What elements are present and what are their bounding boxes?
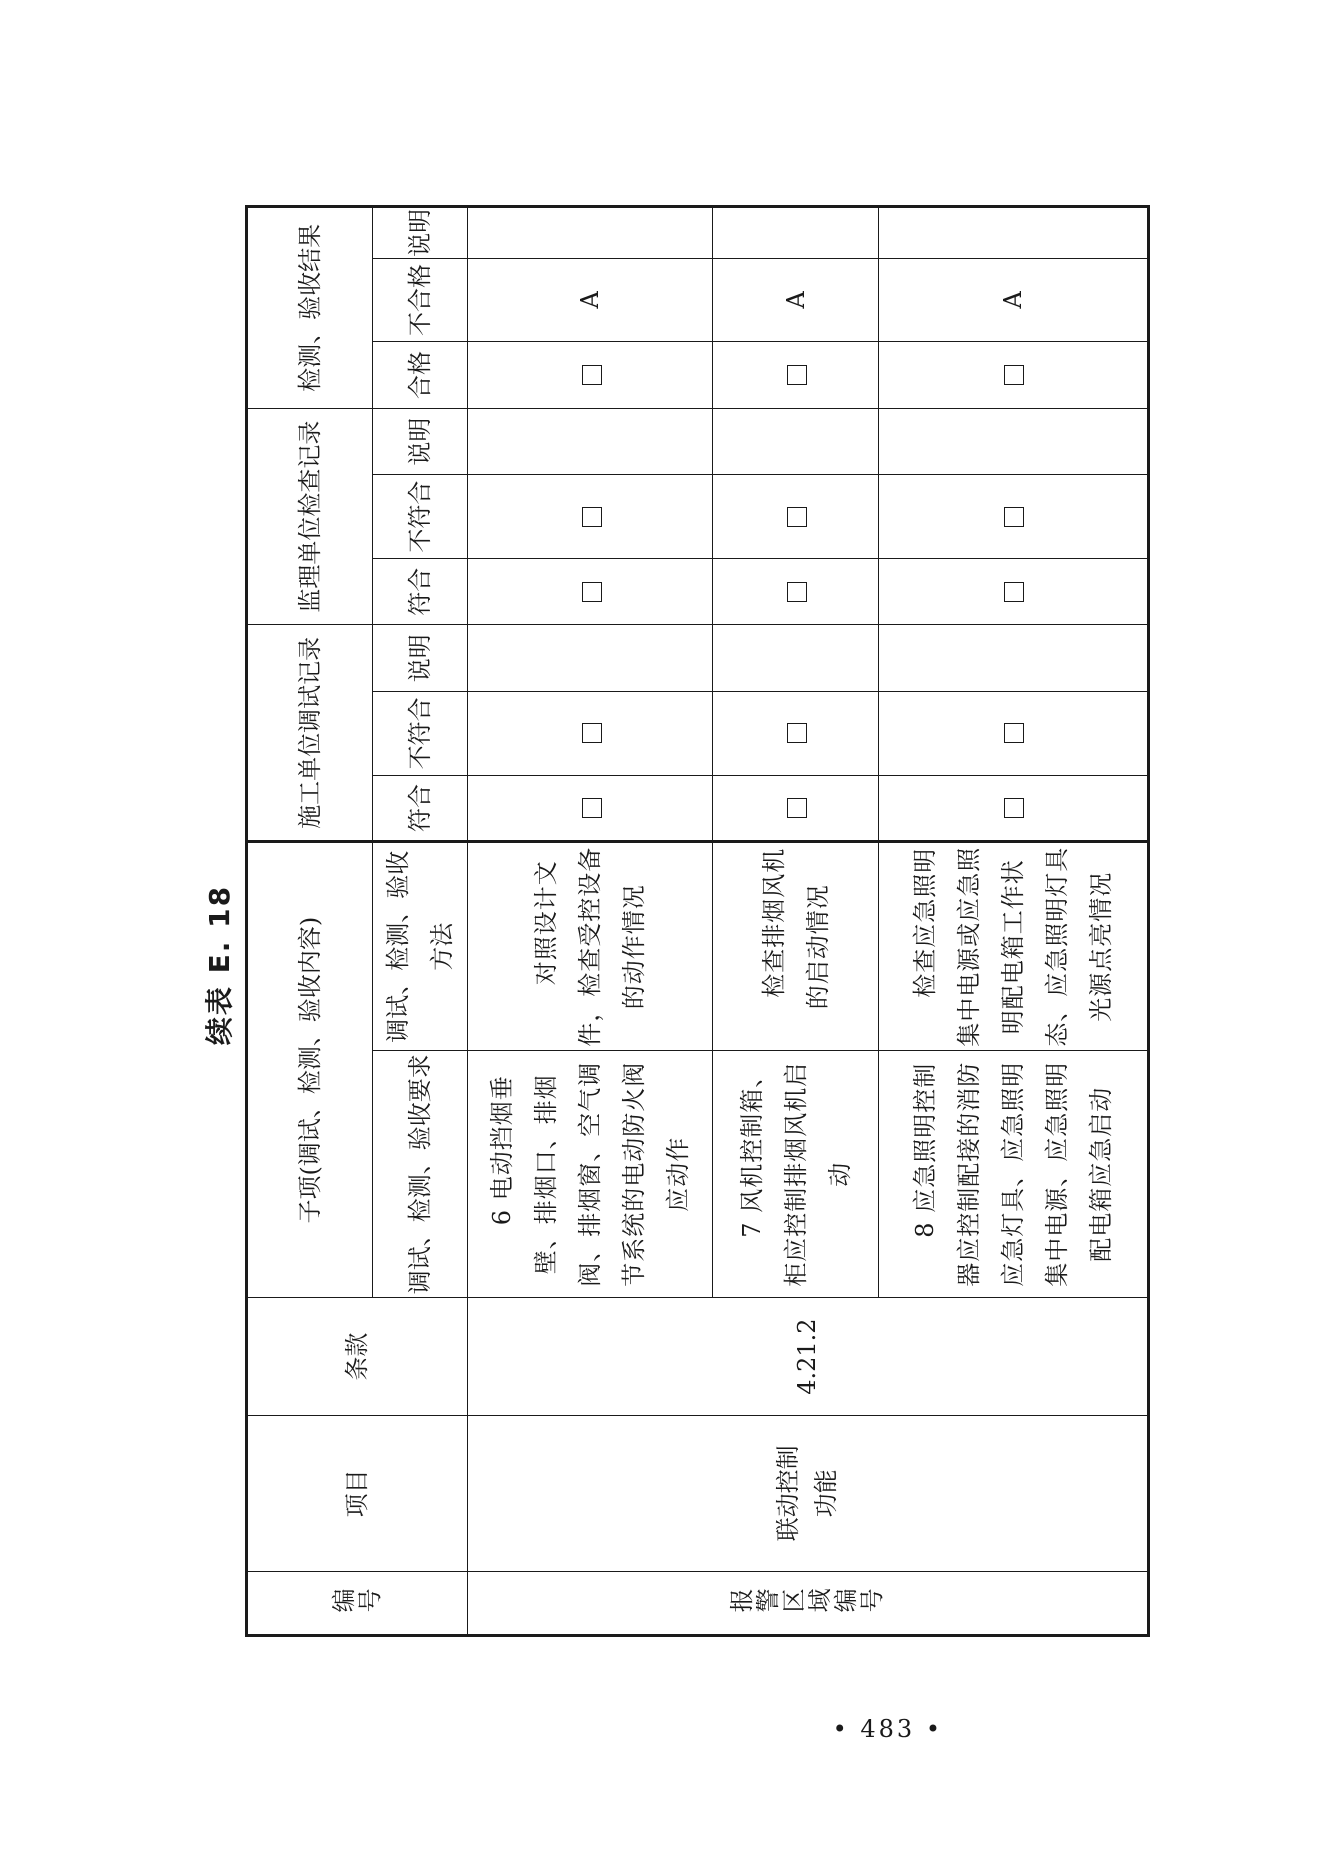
supervisor-note-7 — [713, 408, 878, 475]
item-value: 联动控制功能 — [467, 1416, 1148, 1572]
header-result-note: 说明 — [372, 207, 467, 259]
result-qualified-8[interactable] — [878, 342, 1148, 409]
contractor-nonconform-8[interactable] — [878, 692, 1148, 776]
result-unqualified-6: A — [467, 258, 713, 342]
method-8: 检查应急照明集中电源或应急照明配电箱工作状态、应急照明灯具光源点亮情况 — [878, 842, 1148, 1051]
page-caption: 续表 E. 18 — [203, 884, 236, 1046]
supervisor-conform-7[interactable] — [713, 558, 878, 625]
result-qualified-6[interactable] — [467, 342, 713, 409]
contractor-note-8 — [878, 625, 1148, 692]
checkbox-icon[interactable] — [582, 798, 602, 818]
supervisor-nonconform-7[interactable] — [713, 475, 878, 559]
requirement-7: 7 风机控制箱、柜应控制排烟风机启动 — [713, 1051, 878, 1298]
header-contractor-nonconform: 不符合 — [372, 692, 467, 776]
number-value-cell: 报警区域编号 — [467, 1571, 1148, 1635]
checkbox-icon[interactable] — [787, 582, 807, 602]
supervisor-conform-6[interactable] — [467, 558, 713, 625]
result-unqualified-8: A — [878, 258, 1148, 342]
header-supervisor-conform: 符合 — [372, 558, 467, 625]
checkbox-icon[interactable] — [1004, 798, 1024, 818]
contractor-note-7 — [713, 625, 878, 692]
result-qualified-7[interactable] — [713, 342, 878, 409]
header-clause: 条款 — [247, 1298, 468, 1416]
method-6: 对照设计文件，检查受控设备的动作情况 — [467, 842, 713, 1051]
page-number: • 483 • — [832, 1715, 943, 1743]
checkbox-icon[interactable] — [1004, 365, 1024, 385]
result-note-8 — [878, 207, 1148, 259]
header-supervisor-nonconform: 不符合 — [372, 475, 467, 559]
header-qualified: 合格 — [372, 342, 467, 409]
supervisor-nonconform-6[interactable] — [467, 475, 713, 559]
header-contractor-conform: 符合 — [372, 775, 467, 842]
checkbox-icon[interactable] — [787, 507, 807, 527]
result-note-7 — [713, 207, 878, 259]
requirement-8: 8 应急照明控制器应控制配接的消防应急灯具、应急照明集中电源、应急照明配电箱应急启动 — [878, 1051, 1148, 1298]
contractor-note-6 — [467, 625, 713, 692]
clause-value: 4.21.2 — [467, 1298, 1148, 1416]
contractor-nonconform-7[interactable] — [713, 692, 878, 776]
header-supervisor: 监理单位检查记录 — [247, 408, 373, 625]
header-contractor-note: 说明 — [372, 625, 467, 692]
supervisor-conform-8[interactable] — [878, 558, 1148, 625]
contractor-conform-8[interactable] — [878, 775, 1148, 842]
checkbox-icon[interactable] — [1004, 723, 1024, 743]
contractor-conform-7[interactable] — [713, 775, 878, 842]
supervisor-note-6 — [467, 408, 713, 475]
header-result: 检测、验收结果 — [247, 207, 373, 409]
header-supervisor-note: 说明 — [372, 408, 467, 475]
checkbox-icon[interactable] — [1004, 582, 1024, 602]
contractor-conform-6[interactable] — [467, 775, 713, 842]
requirement-6: 6 电动挡烟垂壁、排烟口、排烟阀、排烟窗、空气调节系统的电动防火阀应动作 — [467, 1051, 713, 1298]
header-requirement: 调试、检测、验收要求 — [372, 1051, 467, 1298]
method-7: 检查排烟风机的启动情况 — [713, 842, 878, 1051]
header-method: 调试、检测、验收方法 — [372, 842, 467, 1051]
contractor-nonconform-6[interactable] — [467, 692, 713, 776]
header-subitem: 子项(调试、检测、验收内容) — [247, 842, 373, 1298]
result-unqualified-7: A — [713, 258, 878, 342]
header-item: 项目 — [247, 1416, 468, 1572]
checkbox-icon[interactable] — [582, 507, 602, 527]
supervisor-nonconform-8[interactable] — [878, 475, 1148, 559]
rotated-table-frame — [245, 205, 1150, 1637]
checkbox-icon[interactable] — [582, 723, 602, 743]
header-unqualified: 不合格 — [372, 258, 467, 342]
checkbox-icon[interactable] — [787, 723, 807, 743]
checkbox-icon[interactable] — [787, 365, 807, 385]
header-number: 编号 — [247, 1571, 468, 1635]
checkbox-icon[interactable] — [1004, 507, 1024, 527]
checkbox-icon[interactable] — [582, 365, 602, 385]
supervisor-note-8 — [878, 408, 1148, 475]
result-note-6 — [467, 207, 713, 259]
checkbox-icon[interactable] — [582, 582, 602, 602]
header-contractor: 施工单位调试记录 — [247, 625, 373, 842]
checkbox-icon[interactable] — [787, 798, 807, 818]
inspection-table — [245, 205, 1150, 1637]
